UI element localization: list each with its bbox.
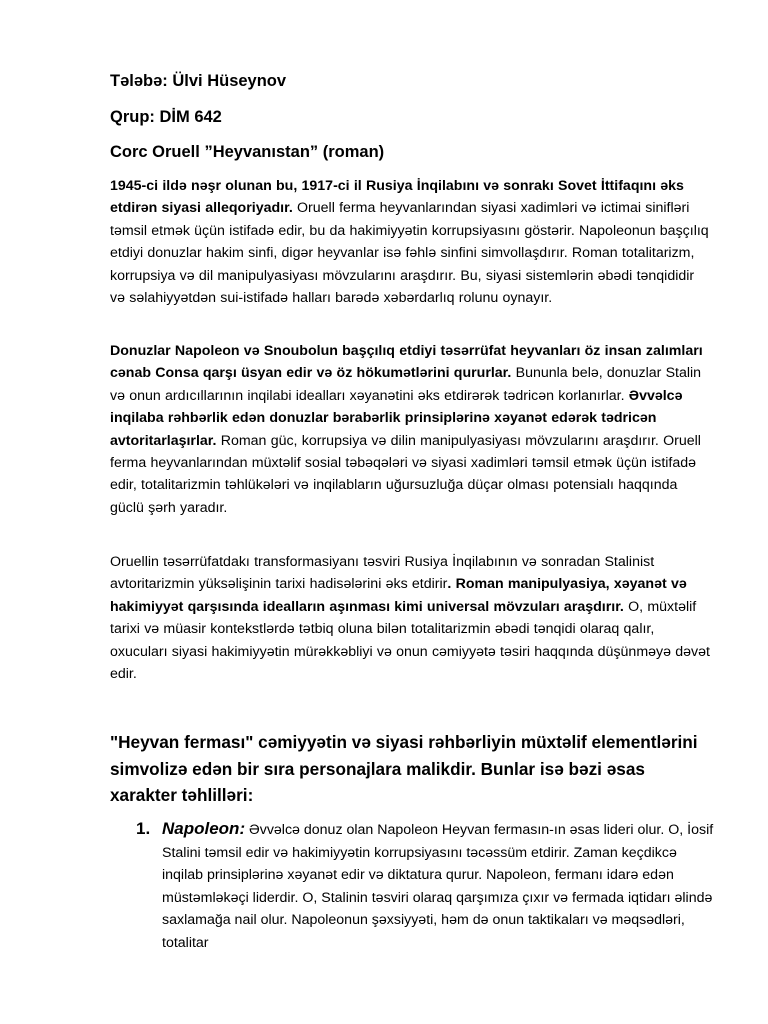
paragraph-1 [110,175,710,309]
paragraph-3-bold-middle: . Roman manipulyasiya, xəyanət və hakimiyyət qarşısında idealların aşınması kimi universal mövzuları araşdırır. [110,576,687,615]
paragraph-2-text-1: Bununla belə, donuzlar Stalin və onun ardıcıllarının inqilabi idealları xəyanətini əks etdirərək tədricən korlanırlar. [110,365,702,404]
book-title: Corc Oruell ”Heyvanıstan” (roman) [110,143,385,161]
paragraph-3 [110,551,710,685]
list-item-name: Napoleon: [162,819,246,838]
paragraph-3-text-1: Oruellin təsərrüfatdakı transformasiyanı təsviri Rusiya İnqilabının və sonradan Stalinist avtoritarizmin yüksəlişinin tarixi hadisələrini əks etdirir [110,554,655,593]
group-label: Qrup: DİM 642 [110,108,222,126]
paragraph-2-text-2: Roman güc, korrupsiya və dilin manipulyasiyası mövzularını araşdırır. Oruell ferma heyvanlarından müxtəlif sosial təbəqələri və siyasi xadimləri təmsil etmək üçün istifadə edir, totalitarizmin təhlükələri və inqilabların uğursuzluğa düçar olması potensialı haqqında güclü şərh yaradır. [110,432,701,516]
list-item-text: Əvvəlcə donuz olan Napoleon Heyvan fermasın-ın əsas lideri olur. O, İosif Stalini təmsil edir və hakimiyyətin korrupsiyasını təcəssüm etdirir. Zaman keçdikcə inqilab prinsiplərinə xəyanət edir və diktatura qurur. Napoleon, fermanı idarə edən müstəmləkəçi liderdir. O, Stalinin təsviri olaraq qarşımıza çıxır və fermada iqtidarı əlində saxlamağa nail olur. Napoleonun şəxsiyyəti, həm də onun taktikaları və məqsədləri, totalitar [162,822,714,951]
paragraph-2-bold-intro: Donuzlar Napoleon və Snoubolun başçılıq etdiyi təsərrüfat heyvanları öz insan zalımları cənab Consa qarşı üsyan edir və öz hökumətlərini qururlar. [110,343,703,382]
paragraph-3-text-2: O, müxtəlif tarixi və müasir kontekstlərdə tətbiq oluna bilən totalitarizmin əbədi tənqidi olaraq qalır, oxucuları siyasi hakimiyyətin mürəkkəbliyi və onun cəmiyyətə təsiri haqqında düşünməyə dəvət edir. [110,598,710,683]
paragraph-1-bold: 1945-ci ildə nəşr olunan bu, 1917-ci il Rusiya İnqilabını və sonrakı Sovet İttifaqını əks etdirən siyasi alleqoriyadır. [110,178,684,217]
student-name: Tələbə: Ülvi Hüseynov [110,72,287,90]
section-heading: "Heyvan ferması" cəmiyyətin və siyasi rəhbərliyin müxtəlif elementlərini simvolizə edən bir sıra personajlara malikdir. Bunlar isə bəzi əsas xarakter təhlilləri: [110,732,698,805]
list-item-napoleon [136,818,716,955]
list-item-number: 1. [136,819,151,838]
list-item-body [162,818,716,955]
paragraph-2-bold-middle: Əvvəlcə inqilaba rəhbərlik edən donuzlar bərabərlik prinsiplərinə xəyanət edərək tədricən avtoritarlaşırlar. [110,387,683,449]
paragraph-2 [110,340,710,519]
paragraph-1-text: Oruell ferma heyvanlarından siyasi xadimləri və ictimai sinifləri təmsil etmək üçün istifadə edir, bu da hakimiyyətin korrupsiyasını göstərir. Napoleonun başçılıq etdiyi donuzlar hakim sinfi, digər heyvanlar isə fəhlə sinfini simvollaşdırır. Roman totalitarizm, korrupsiya və dil manipulyasiyası mövzularını araşdırır. Bu, siyasi sistemlərin əbədi tənqididir və səlahiyyətdən sui-istifadə halları barədə xəbərdarlıq rolunu oynayır. [110,200,709,307]
